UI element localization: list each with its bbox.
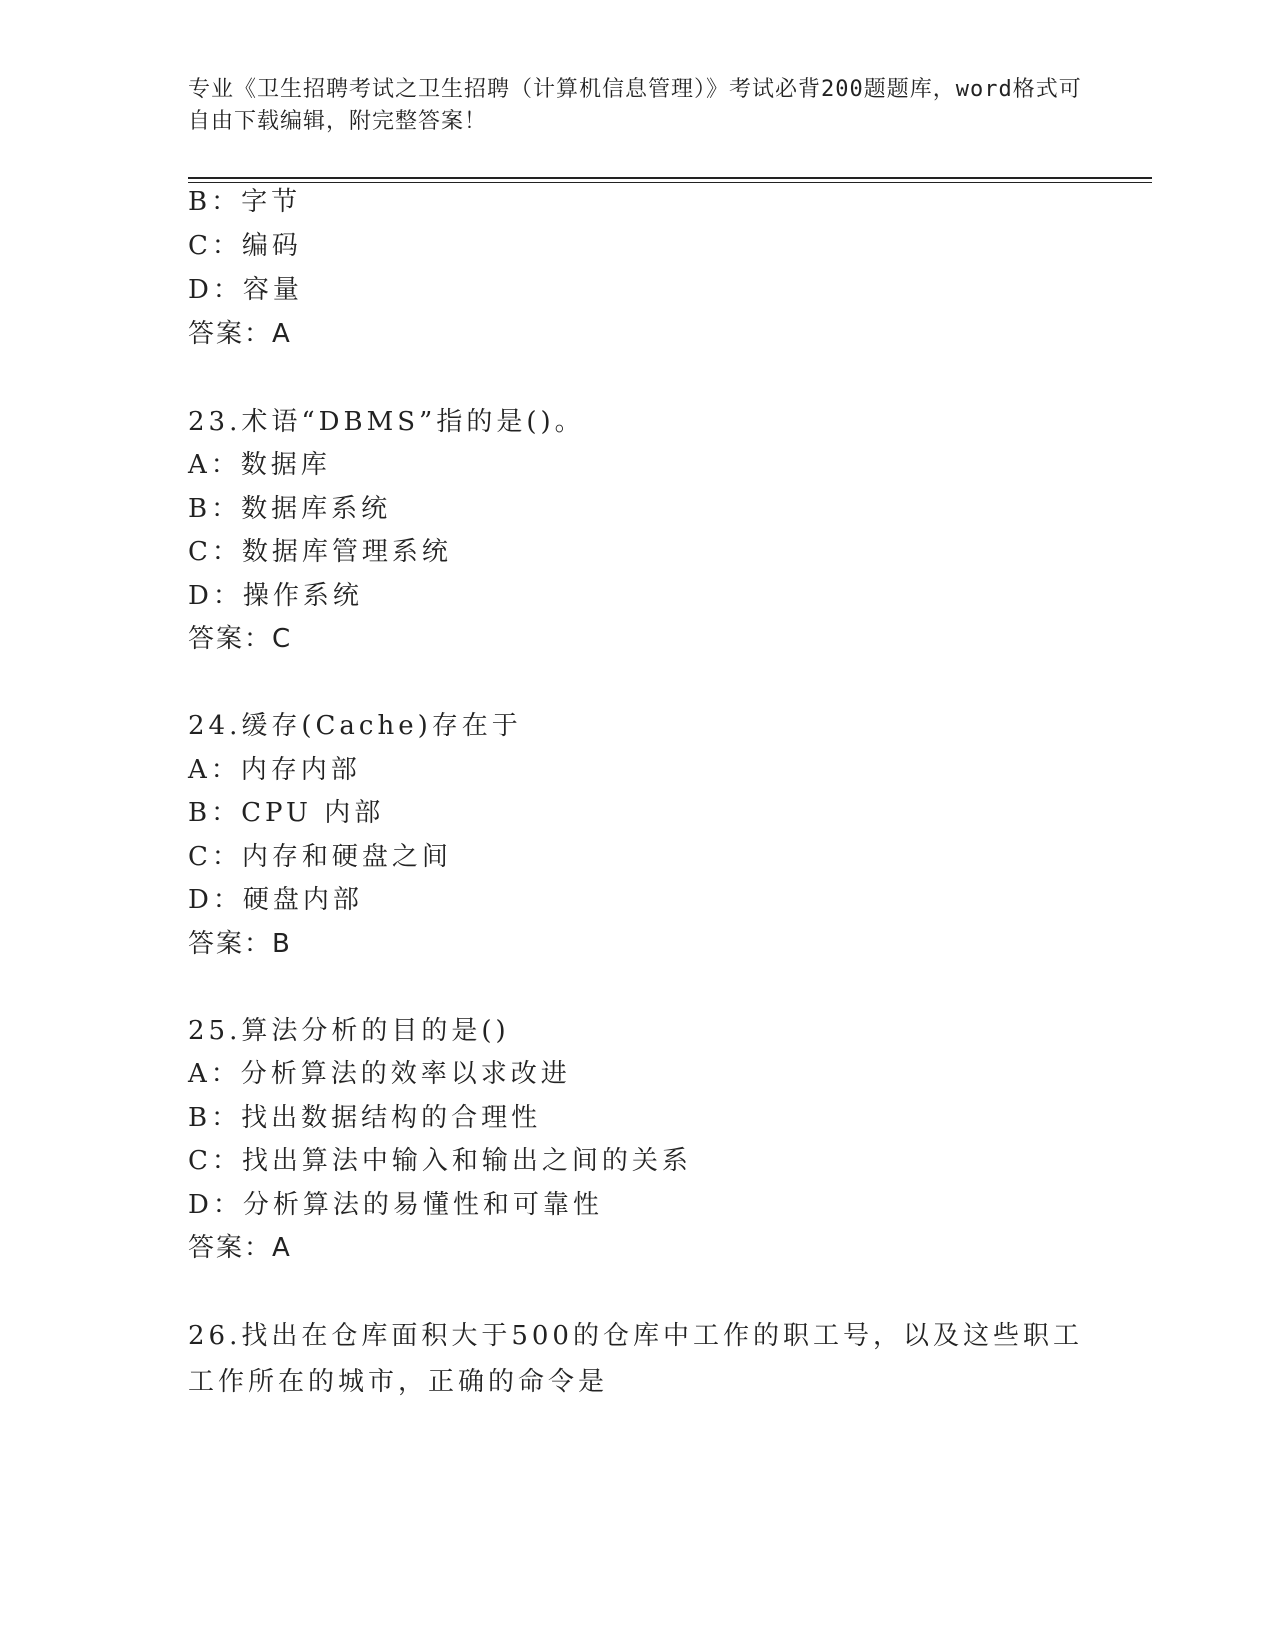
q22-option-d: D：容量 [188,275,303,305]
q22-option-c: C：编码 [188,231,302,261]
q23-answer: 答案：C [188,624,293,654]
q23-question: 23.术语“DBMS”指的是()。 [188,407,585,437]
q25-option-c: C：找出算法中输入和输出之间的关系 [188,1146,692,1176]
q23-option-c: C：数据库管理系统 [188,537,452,567]
q23-option-b: B：数据库系统 [188,494,392,524]
q24-option-d: D：硬盘内部 [188,885,363,915]
q26-question: 26.找出在仓库面积大于500的仓库中工作的职工号，以及这些职工工作所在的城市，正确的命令是 [188,1321,1083,1397]
q25-answer: 答案：A [188,1233,292,1263]
q25-option-a: A：分析算法的效率以求改进 [188,1059,571,1089]
header-divider-thin [188,182,1152,183]
q23-option-a: A：数据库 [188,450,331,480]
q23-option-d: D：操作系统 [188,581,363,611]
q24-option-c: C：内存和硬盘之间 [188,842,452,872]
q24-option-a: A：内存内部 [188,755,361,785]
q24-answer: 答案：B [188,929,292,959]
q25-option-d: D：分析算法的易懂性和可靠性 [188,1190,603,1220]
q24-question: 24.缓存(Cache)存在于 [188,711,522,741]
q25-question: 25.算法分析的目的是() [188,1016,510,1046]
document-header: 专业《卫生招聘考试之卫生招聘（计算机信息管理）》考试必背200题题库，word格式可自由下载编辑，附完整答案！ [188,77,1082,134]
header-divider-thick [188,177,1152,179]
q24-option-b: B：CPU 内部 [188,798,385,828]
q22-answer: 答案：A [188,319,292,349]
q25-option-b: B：找出数据结构的合理性 [188,1103,542,1133]
q22-option-b: B：字节 [188,187,302,217]
